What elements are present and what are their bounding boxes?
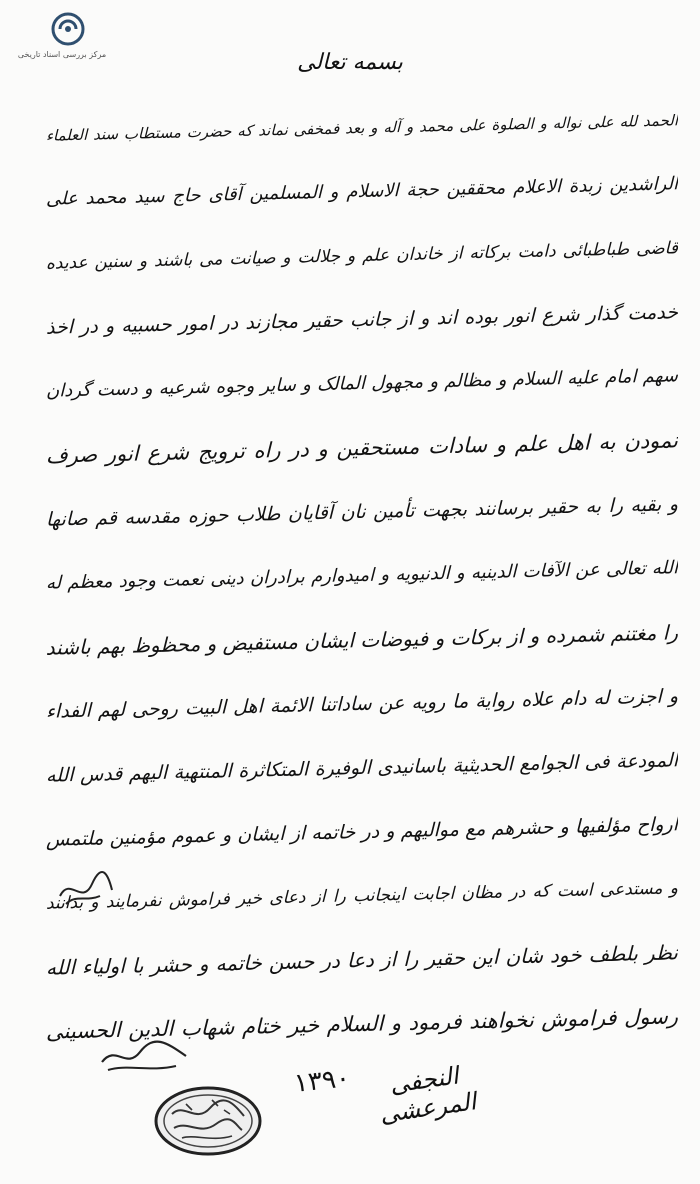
letter-line: را مغتنم شمرده و از برکات و فیوضات ایشان مستفیض و محظوظ بهم باشند [46,620,678,660]
letter-body [46,96,678,1056]
document-date: ۱۳۹۰ [292,1063,352,1099]
letter-line: نمودن به اهل علم و سادات مستحقین و در راه ترویج شرع انور صرف [46,428,678,468]
invocation: بسمه تعالی [297,50,403,75]
letter-line: و مستدعی است که در مظان اجابت اینجانب را از دعای خیر فراموش نفرمایند و بدانند [46,878,678,914]
letter-line: الحمد لله علی نواله و الصلوة علی محمد و آله و بعد فمخفی نماند که حضرت مستطاب سند العلماء [46,111,678,145]
letter-line: سهم امام علیه السلام و مظالم و مجهول المالک و سایر وجوه شرعیه و دست گردان [46,365,678,402]
letter-line: رسول فراموش نخواهند فرمود و السلام خیر ختام شهاب الدین الحسینی [46,1004,678,1044]
letter-line: الله تعالی عن الآفات الدینیه و الدنیویه و امیدوارم برادران دینی نعمت وجود معظم له [46,557,678,594]
archive-emblem-icon [50,12,86,46]
signature-text: النجفی المرعشی [378,1061,478,1129]
letter-line: الراشدین زبدة الاعلام محققین حجة الاسلام و المسلمین آقای حاج سید محمد علی [46,173,678,210]
signature-flourish-icon [96,1036,192,1076]
letter-line: و اجزت له دام علاه روایة ما رویه عن ساداتنا الائمة اهل البیت روحی لهم الفداء [46,685,678,723]
letter-line: و بقیه را به حقیر برسانند بجهت تأمین نان آقایان طلاب حوزه مقدسه قم صانها [46,493,678,531]
letter-line: خدمت گذار شرع انور بوده اند و از جانب حقیر مجازند در امور حسبیه و در اخذ [46,301,678,339]
letter-line: المودعة فی الجوامع الحدیثیة باسانیدی الوفیرة المتکاثرة المنتهیة الیهم قدس الله [46,749,678,787]
margin-flourish-icon [56,866,116,910]
letter-line: نظر بلطف خود شان این حقیر را از دعا در حسن خاتمه و حشر با اولیاء الله [46,940,678,980]
archive-logo [12,10,112,60]
archive-caption: مرکز بررسی اسناد تاریخی [17,50,107,59]
letter-line: قاضی طباطبائی دامت برکاته از خاندان علم و جلالت و صیانت می باشند و سنین عدیده [46,238,678,274]
official-seal-icon [152,1084,264,1158]
letter-line: ارواح مؤلفیها و حشرهم مع موالیهم و در خاتمه از ایشان و عموم مؤمنین ملتمس [46,813,678,851]
